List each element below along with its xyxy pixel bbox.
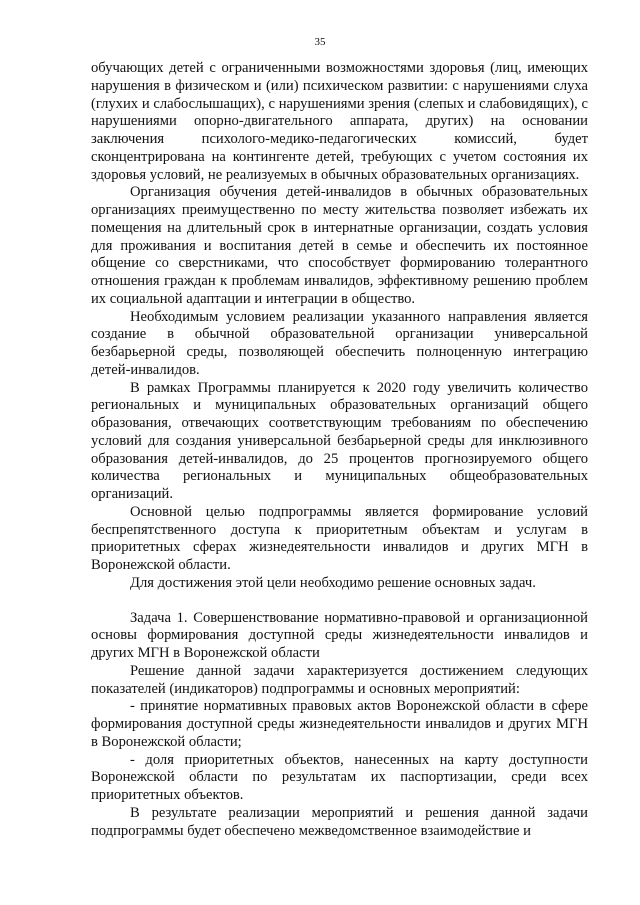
paragraph-barrier-free-condition: Необходимым условием реализации указанного направления является создание в обычной образовательной организации универсальной безбарьерной среды, позволяющей обеспечить полноценную интеграцию детей-инвалидов. bbox=[91, 308, 588, 378]
paragraph-task-result: В результате реализации мероприятий и решения данной задачи подпрограммы будет обеспечено межведомственное взаимодействие и bbox=[91, 804, 588, 839]
paragraph-inclusive-education: Организация обучения детей-инвалидов в обычных образовательных организациях преимущественно по месту жительства позволяет избежать их помещения на длительный срок в интернатные организации, создать условия для проживания и воспитания детей в семье и обеспечить их постоянное общение со сверстниками, что способствует формированию толерантного отношения граждан к проблемам инвалидов, эффективному решению проблем их социальной адаптации и интеграции в общество. bbox=[91, 184, 588, 307]
task-1-heading: Задача 1. Совершенствование нормативно-правовой и организационной основы формирования доступной среды жизнедеятельности инвалидов и других МГН в Воронежской области bbox=[91, 609, 588, 661]
page-number: 35 bbox=[314, 36, 326, 48]
list-item-legal-acts: - принятие нормативных правовых актов Воронежской области в сфере формирования доступной среды жизнедеятельности инвалидов и других МГН в Воронежской области; bbox=[91, 698, 588, 750]
paragraph-tasks-intro: Для достижения этой цели необходимо решение основных задач. bbox=[130, 574, 536, 591]
paragraph-program-target-2020: В рамках Программы планируется к 2020 году увеличить количество региональных и муниципальных образовательных организаций общего образования, отвечающих соответствующим требованиям по обеспечению условий для создания универсальной безбарьерной среды для инклюзивного образования детей-инвалидов, до 25 процентов прогнозируемого общего количества региональных и муниципальных общеобразовательных организаций. bbox=[91, 379, 588, 502]
body-text bbox=[91, 60, 588, 840]
paragraph-continuation: обучающих детей с ограниченными возможностями здоровья (лиц, имеющих нарушения в физическом и (или) психическом развитии: с нарушениями слуха (глухих и слабослышащих), с нарушениями зрения (слепых и слабовидящих), с нарушениями опорно-двигательного аппарата, других) на основании заключения психолого-медико-педагогических комиссий, будет сконцентрирована на контингенте детей, требующих с учетом состояния их здоровья условий, не реализуемых в обычных образовательных организациях. bbox=[91, 60, 588, 183]
paragraph-task-indicators: Решение данной задачи характеризуется достижением следующих показателей (индикаторов) подпрограммы и основных мероприятий: bbox=[91, 662, 588, 697]
list-item-priority-objects: - доля приоритетных объектов, нанесенных на карту доступности Воронежской области по результатам их паспортизации, среди всех приоритетных объектов. bbox=[91, 751, 588, 803]
paragraph-main-goal: Основной целью подпрограммы является формирование условий беспрепятственного доступа к приоритетным объектам и услугам в приоритетных сферах жизнедеятельности инвалидов и других МГН в Воронежской области. bbox=[91, 503, 588, 573]
